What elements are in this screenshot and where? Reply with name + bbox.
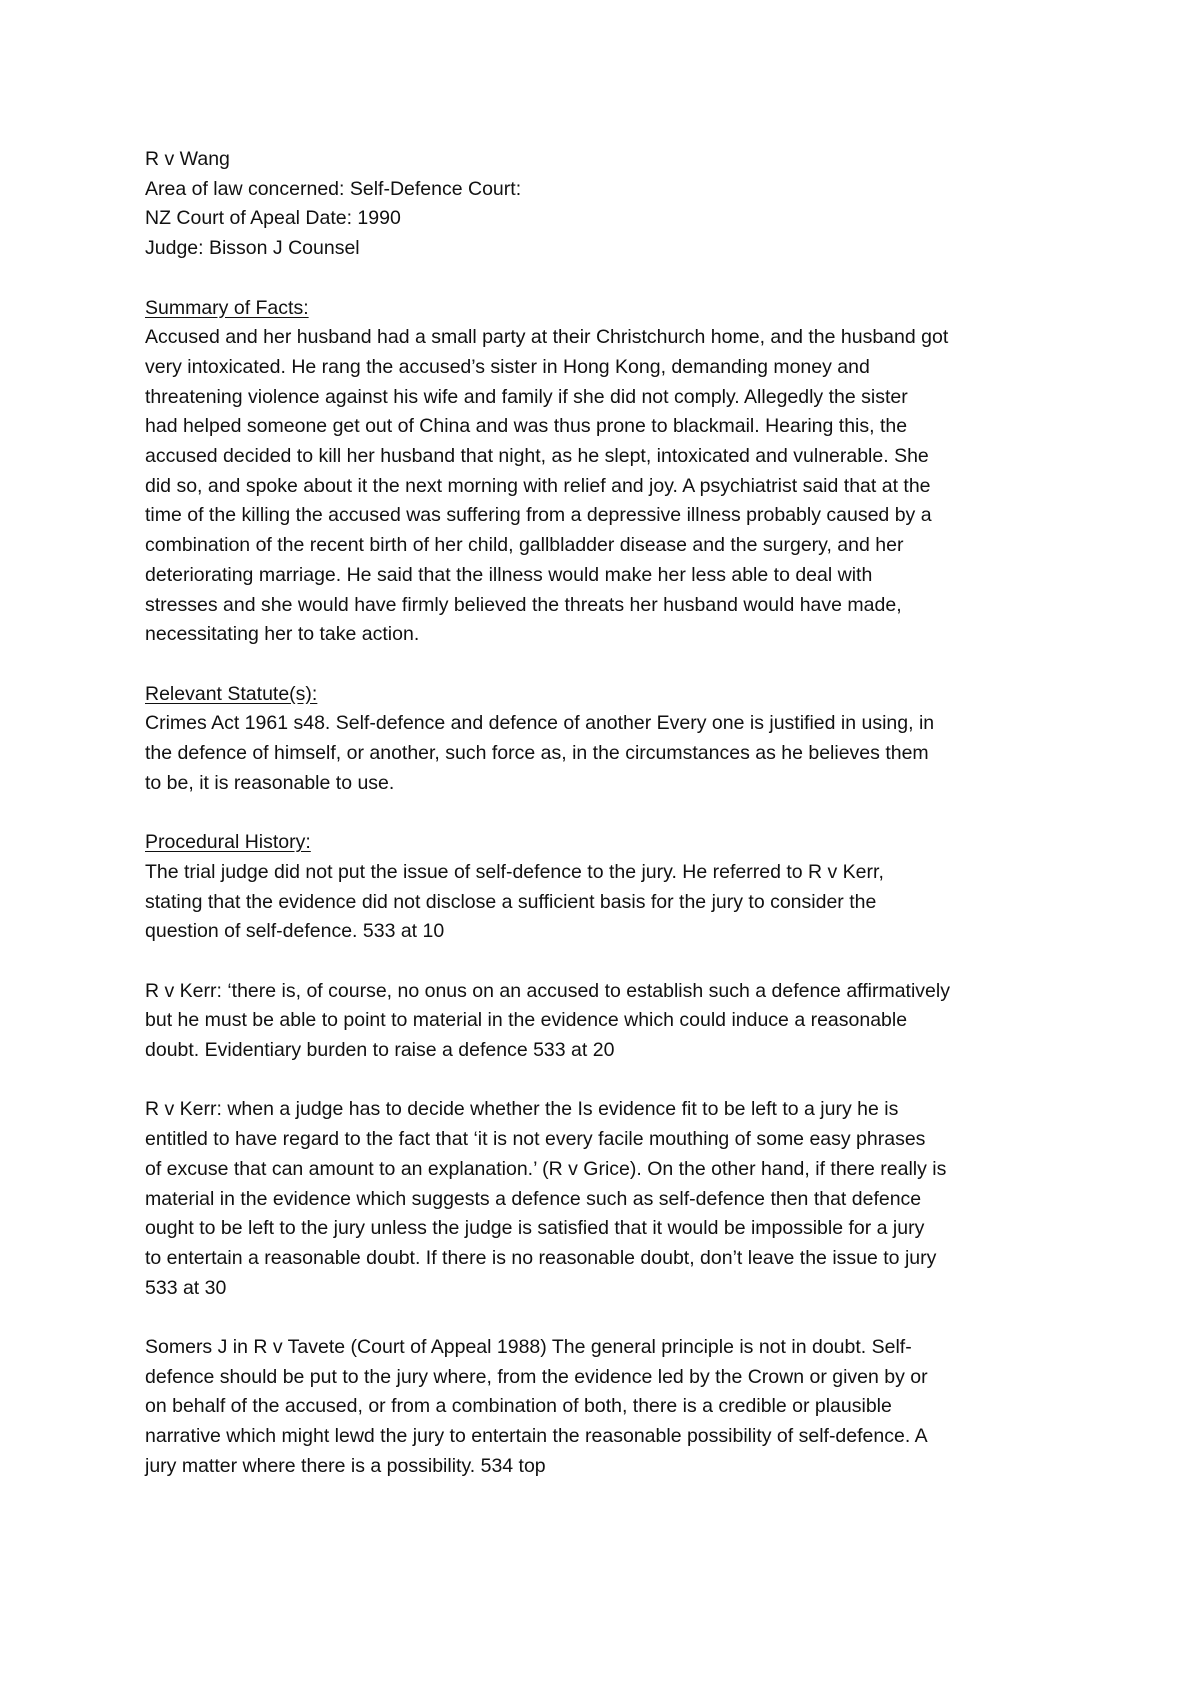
summary-section bbox=[145, 294, 1090, 650]
summary-line: had helped someone get out of China and was thus prone to blackmail. Hearing this, the bbox=[145, 415, 908, 438]
statute-heading: Relevant Statute(s): bbox=[145, 682, 318, 705]
history-line: question of self-defence. 533 at 10 bbox=[145, 920, 445, 943]
summary-line: time of the killing the accused was suffering from a depressive illness probably caused by a bbox=[145, 504, 932, 527]
kerr-judge-line: to entertain a reasonable doubt. If there is no reasonable doubt, don’t leave the issue to jury bbox=[145, 1246, 937, 1269]
summary-line: very intoxicated. He rang the accused’s sister in Hong Kong, demanding money and bbox=[145, 355, 870, 378]
kerr-onus-line: but he must be able to point to material in the evidence which could induce a reasonable bbox=[145, 1009, 908, 1032]
kerr-judge-line: entitled to have regard to the fact that ‘it is not every facile mouthing of some easy phrases bbox=[145, 1128, 926, 1151]
history-line: stating that the evidence did not disclose a sufficient basis for the jury to consider the bbox=[145, 890, 877, 913]
history-heading: Procedural History: bbox=[145, 831, 311, 854]
tavete-line: jury matter where there is a possibility. 534 top bbox=[145, 1454, 546, 1477]
summary-line: accused decided to kill her husband that night, as he slept, intoxicated and vulnerable. She bbox=[145, 445, 929, 468]
kerr-onus-line: R v Kerr: ‘there is, of course, no onus on an accused to establish such a defence affirmatively bbox=[145, 979, 950, 1002]
tavete-paragraph bbox=[145, 1333, 1090, 1482]
kerr-onus-line: doubt. Evidentiary burden to raise a defence 533 at 20 bbox=[145, 1039, 615, 1062]
kerr-judge-paragraph bbox=[145, 1095, 1090, 1303]
tavete-line: narrative which might lewd the jury to entertain the reasonable possibility of self-defence. A bbox=[145, 1425, 928, 1448]
summary-line: Accused and her husband had a small party at their Christchurch home, and the husband got bbox=[145, 326, 949, 349]
summary-line: combination of the recent birth of her child, gallbladder disease and the surgery, and her bbox=[145, 534, 904, 557]
tavete-line: Somers J in R v Tavete (Court of Appeal 1988) The general principle is not in doubt. Self- bbox=[145, 1336, 912, 1359]
history-paragraph bbox=[145, 858, 1090, 947]
case-header bbox=[145, 145, 1090, 264]
statute-section bbox=[145, 680, 1090, 799]
kerr-onus-paragraph bbox=[145, 977, 1090, 1066]
kerr-judge-line: material in the evidence which suggests a defence such as self-defence then that defence bbox=[145, 1187, 922, 1210]
summary-heading: Summary of Facts: bbox=[145, 296, 309, 319]
statute-line: Crimes Act 1961 s48. Self-defence and defence of another Every one is justified in using, in bbox=[145, 712, 935, 735]
tavete-section bbox=[145, 1333, 1090, 1482]
summary-line: necessitating her to take action. bbox=[145, 623, 420, 646]
tavete-line: on behalf of the accused, or from a combination of both, there is a credible or plausible bbox=[145, 1395, 892, 1418]
court-and-date: NZ Court of Apeal Date: 1990 bbox=[145, 207, 401, 230]
kerr-judge-line: ought to be left to the jury unless the judge is satisfied that it would be impossible for a jury bbox=[145, 1217, 925, 1240]
tavete-line: defence should be put to the jury where, from the evidence led by the Crown or given by or bbox=[145, 1365, 928, 1388]
case-title: R v Wang bbox=[145, 148, 230, 170]
summary-line: threatening violence against his wife and family if she did not comply. Allegedly the sister bbox=[145, 385, 908, 408]
summary-line: deteriorating marriage. He said that the illness would make her less able to deal with bbox=[145, 563, 873, 586]
kerr-judge-line: of excuse that can amount to an explanation.’ (R v Grice). On the other hand, if there really is bbox=[145, 1157, 947, 1180]
summary-line: stresses and she would have firmly believed the threats her husband would have made, bbox=[145, 593, 902, 616]
history-line: The trial judge did not put the issue of self-defence to the jury. He referred to R v Kerr, bbox=[145, 860, 884, 883]
statute-paragraph bbox=[145, 709, 1090, 798]
statute-line: to be, it is reasonable to use. bbox=[145, 771, 395, 794]
kerr-onus-section bbox=[145, 977, 1090, 1066]
judge-and-counsel: Judge: Bisson J Counsel bbox=[145, 237, 360, 260]
summary-paragraph bbox=[145, 323, 1090, 650]
area-of-law: Area of law concerned: Self-Defence Court: bbox=[145, 177, 522, 200]
summary-line: did so, and spoke about it the next morning with relief and joy. A psychiatrist said that at the bbox=[145, 474, 931, 497]
kerr-judge-line: 533 at 30 bbox=[145, 1276, 227, 1299]
history-section bbox=[145, 828, 1090, 947]
kerr-judge-line: R v Kerr: when a judge has to decide whether the Is evidence fit to be left to a jury he is bbox=[145, 1098, 899, 1121]
kerr-judge-section bbox=[145, 1095, 1090, 1303]
statute-line: the defence of himself, or another, such force as, in the circumstances as he believes them bbox=[145, 742, 929, 765]
